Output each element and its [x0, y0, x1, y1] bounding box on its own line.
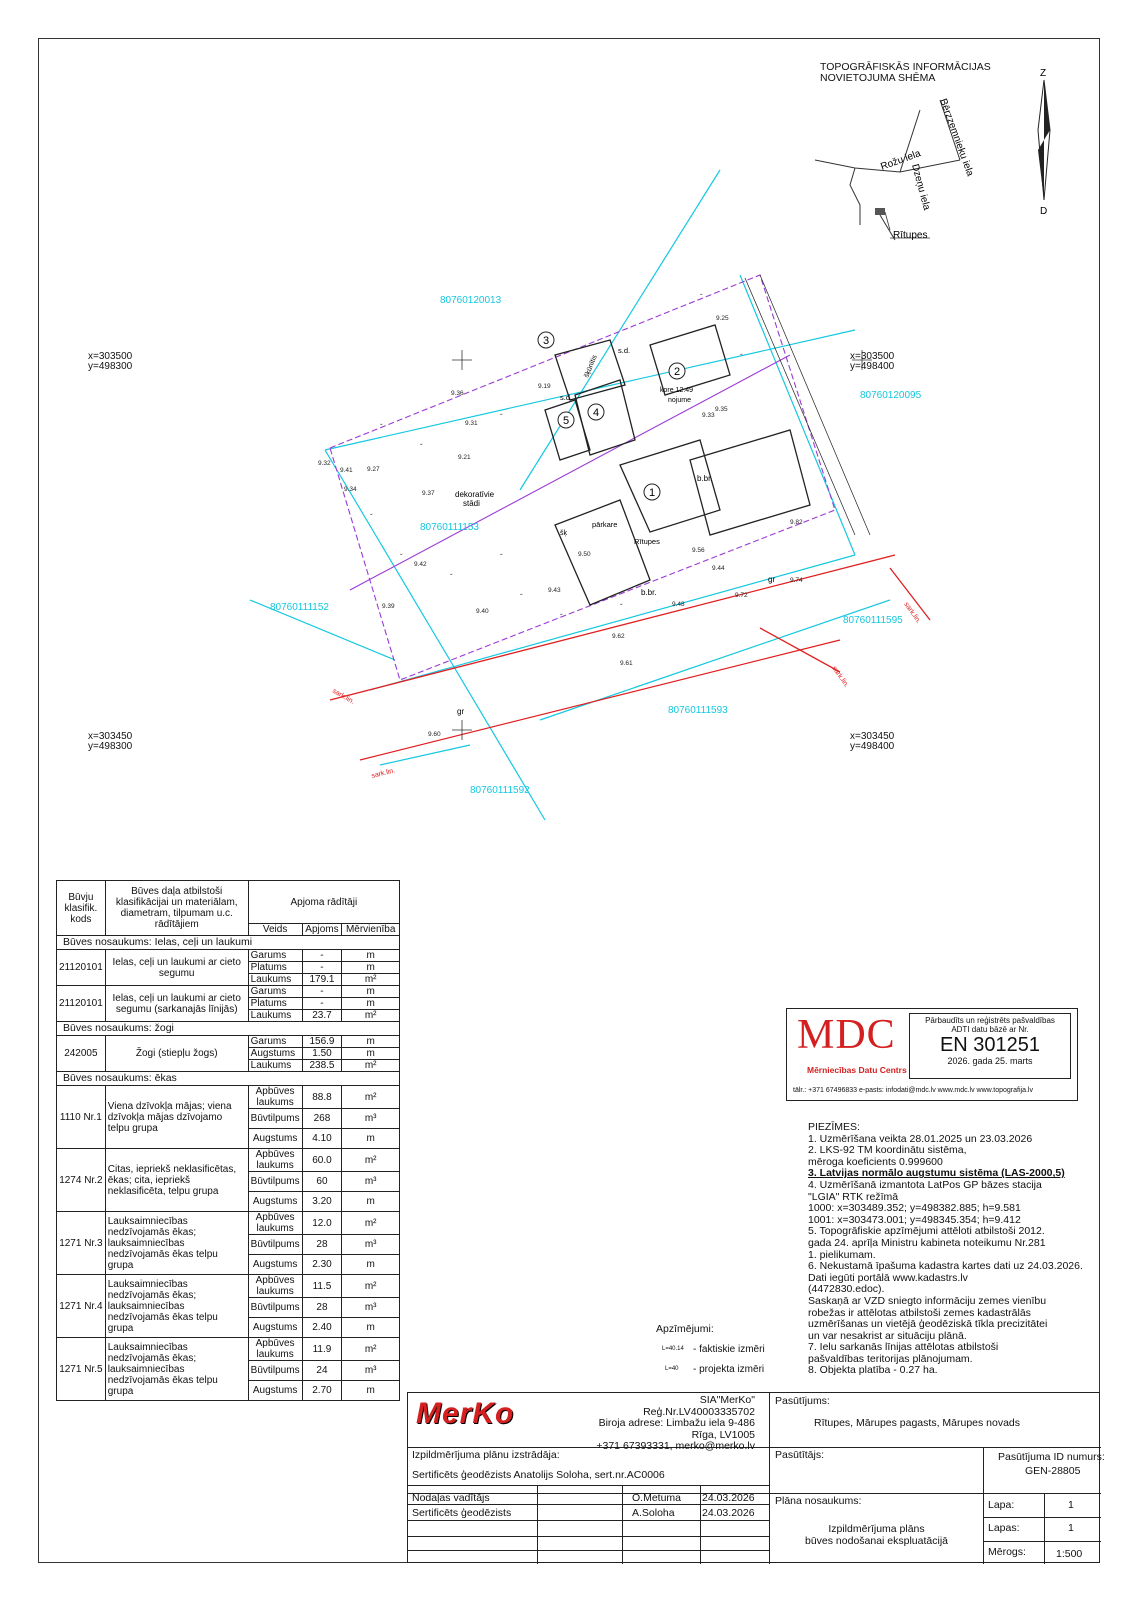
order-id: GEN-28805: [1025, 1465, 1081, 1477]
label-sark-lin-2: sark.lin.: [370, 767, 396, 780]
label-gr-2: gr: [457, 707, 465, 716]
red-lines: [330, 555, 930, 760]
name-cell: Žogi (stiepļu žogs): [105, 1036, 248, 1072]
mdc-stamp: [786, 1008, 1078, 1101]
height-label: 9.72: [735, 592, 748, 599]
street-dzenu: Dzeņu iela: [909, 162, 932, 212]
label-sd: s.d.: [618, 346, 631, 355]
surveyor-date: 24.03.2026: [702, 1507, 755, 1519]
col-kind-header: Veids: [248, 924, 302, 936]
height-label: 9.34: [344, 486, 357, 493]
label-bbr-2: b.br.: [641, 588, 657, 597]
prepared-label: Izpildmērījuma plānu izstrādāja:: [412, 1449, 560, 1461]
svg-text:ˇ: ˇ: [520, 593, 523, 602]
grid-crosses: [452, 350, 872, 740]
height-label: 9.56: [692, 547, 705, 554]
street-rozu: Rožu iela: [879, 148, 923, 173]
label-sd-2: s.d.: [560, 393, 573, 402]
label-ritupes: Rītupes: [634, 537, 660, 546]
svg-text:ˇ: ˇ: [450, 573, 453, 582]
height-label: 9.43: [548, 587, 561, 594]
legend-actual: - faktiskie izmēri: [693, 1344, 765, 1355]
height-label: 9.33: [702, 412, 715, 419]
height-label: 9.31: [465, 420, 478, 427]
site-marker: [875, 208, 885, 215]
label-sark-lin-1: sark.lin.: [331, 687, 356, 706]
surveyor-name: A.Soloha: [632, 1507, 675, 1519]
cadastral-boundaries: [250, 170, 890, 820]
title-block: [407, 1392, 1105, 1563]
building-1: [555, 500, 650, 605]
merko-logo: MerKo: [416, 1397, 515, 1430]
registration-number: EN 301251: [939, 1034, 1041, 1056]
col-part-header: Būves daļa atbilstoši klasifikācijai un materiālam, diametram, tilpumam u.c. rādītājiem: [105, 881, 248, 936]
svg-text:ˇ: ˇ: [700, 293, 703, 302]
order-label: Pasūtījums:: [775, 1395, 830, 1407]
mdc-contacts: tālr.: +371 67496833 e-pasts: infodati@mdc.lv www.mdc.lv www.topografija.lv: [793, 1087, 1033, 1094]
plan-name-label: Plāna nosaukums:: [775, 1495, 862, 1507]
label-decor-2: stādi: [463, 499, 480, 508]
code-cell: 1271 Nr.4: [57, 1275, 106, 1338]
legend-project-sample: L=40: [665, 1366, 679, 1372]
coord-top-left: x=303500 y=498300: [88, 351, 133, 372]
height-label: 9.35: [715, 406, 728, 413]
svg-text:ˇ: ˇ: [400, 553, 403, 562]
building-number-1: 1: [648, 487, 656, 499]
coord-top-right: x=303500 y=498400: [850, 351, 895, 372]
head-name: O.Metuma: [632, 1492, 682, 1504]
col-code-header: Būvju klasifik. kods: [57, 881, 106, 936]
legend-project: - projekta izmēri: [693, 1364, 765, 1375]
svg-text:ˇ: ˇ: [620, 603, 623, 612]
code-cell: 1110 Nr.1: [57, 1086, 106, 1149]
height-label: 9.82: [790, 519, 803, 526]
registration-box: Pārbaudīts un reģistrēts pašvaldības ADTI datu bāzē ar Nr. EN 301251 2026. gada 25. marts: [909, 1013, 1071, 1079]
section-fence: Būves nosaukums: žogi: [57, 1022, 400, 1036]
code-cell: 1271 Nr.3: [57, 1212, 106, 1275]
section-roads: Būves nosaukums: Ielas, ceļi un laukumi: [57, 936, 400, 950]
scheme-title-line1: TOPOGRĀFISKĀS INFORMĀCIJAS: [820, 61, 991, 73]
height-label: 9.25: [716, 315, 729, 322]
code-cell: 242005: [57, 1036, 106, 1072]
code-cell: 1271 Nr.5: [57, 1338, 106, 1401]
name-cell: Ielas, ceļi un laukumi ar cieto segumu: [105, 950, 248, 986]
head-date: 24.03.2026: [702, 1492, 755, 1504]
plan-name: Izpildmērījuma plāns būves nodošanai ekspluatācijā: [804, 1523, 949, 1547]
head-label: Nodaļas vadītājs: [412, 1492, 490, 1504]
building-number-5: 5: [562, 415, 570, 427]
notes-title: PIEZĪMES:: [808, 1121, 860, 1133]
height-label: 9.60: [428, 731, 441, 738]
height-label: 9.39: [382, 603, 395, 610]
label-gr: gr: [768, 575, 776, 584]
height-label: 9.48: [672, 601, 685, 608]
label-kore: kore 12.49: [660, 387, 694, 394]
building-number-4: 4: [592, 407, 600, 419]
code-cell: 21120101: [57, 986, 106, 1022]
fence-line: [330, 275, 835, 680]
height-label: 9.19: [538, 383, 551, 390]
name-cell: Citas, iepriekš neklasificētas, ēkas; cita, iepriekš neklasificēta, telpu grupa: [105, 1149, 248, 1212]
parcel-label: 80760111593: [668, 705, 728, 716]
pages-label: Lapas:: [988, 1522, 1020, 1534]
client-label: Pasūtītājs:: [775, 1449, 825, 1461]
order-id-label: Pasūtījuma ID numurs:: [998, 1451, 1105, 1463]
col-unit-header: Mērvienība: [342, 924, 400, 936]
label-decor: dekoratīvie: [455, 490, 495, 499]
svg-text:ˇ: ˇ: [380, 423, 383, 432]
height-label: 9.27: [367, 466, 380, 473]
section-buildings: Būves nosaukums: ēkas: [57, 1072, 400, 1086]
svg-text:ˇ: ˇ: [740, 353, 743, 362]
height-label: 9.37: [422, 490, 435, 497]
height-label: 9.36: [451, 390, 464, 397]
building-2: [650, 325, 730, 395]
volume-table: Būvju klasifik. kods Būves daļa atbilstoši klasifikācijai un materiālam, diametram, tilpumam u.c. rādītājiem Apjoma rādītāji Veids Apjoms Mērvienība Būves nosaukums: Ielas, ceļi un laukumi 21120101 Ielas, ceļi un laukumi ar cieto segumu Garums - m Platums - m Laukums 179.1 m² 21120101 Ielas, ceļi un laukumi ar cieto segumu (sarkanajās līnijās) Garums - m Platums - m Laukums 23.7 m² Būves nosaukums: žogi 242005 Žogi (stiepļu žogs) Garums 156.9 m Augstums 1.50 m Laukums 238.5 m² Būves nosaukums: ēkas 1110 Nr.1 Viena dzīvokļa mājas; viena dzīvokļa mājas dzīvojamo telpu grupa Apbūves laukums 88.8 m² Būvtilpums 268 m³ Augstums 4.10 m 1274 Nr.2 Citas, iepriekš neklasificētas, ēkas; cita, iepriekš neklasificēta, telpu grupa Apbūves laukums 60.0 m² Būvtilpums 60 m³ Augstums 3.20 m 1271 Nr.3 Lauksaimniecības nedzīvojamās ēkas; lauksaimniecības nedzīvojamās ēkas telpu grupa Apbūves laukums 12.0 m² Būvtilpums 28 m³ Augstums 2.30 m 1271 Nr.4 Lauksaimniecības nedzīvojamās ēkas; lauksaimniecības nedzīvojamās ēkas telpu grupa Apbūves laukums 11.5 m² Būvtilpums 28 m³ Augstums 2.40 m 1271 Nr.5 Lauksaimniecības nedzīvojamās ēkas; lauksaimniecības nedzīvojamās ēkas telpu grupa Apbūves laukums 11.9 m² Būvtilpums 24 m³ Augstums 2.70 m: [56, 880, 400, 1401]
street-berzzemnieku: Bērzzemnieku iela: [937, 97, 976, 178]
svg-text:ˇ: ˇ: [370, 513, 373, 522]
height-label: 9.61: [620, 660, 633, 667]
label-parkare: pārkare: [592, 520, 618, 529]
coord-bottom-left: x=303450 y=498300: [88, 731, 133, 752]
company-info: SIA"MerKo" Reģ.Nr.LV40003335702 Biroja adrese: Limbažu iela 9-486 Rīga, LV1005 +371 67393331, merko@merko.lv: [596, 1394, 755, 1453]
building-number-3: 3: [542, 335, 550, 347]
svg-text:ˇ: ˇ: [500, 413, 503, 422]
parcel-label: 80760111595: [843, 615, 903, 626]
name-cell: Viena dzīvokļa mājas; viena dzīvokļa mājas dzīvojamo telpu grupa: [105, 1086, 248, 1149]
notes: PIEZĪMES: 1. Uzmērīšana veikta 28.01.2025 un 23.03.2026 2. LKS-92 TM koordinātu sistēma, mēroga koeficients 0.999600 3. Latvijas normālo augstumu sistēma (LAS-2000,5) 4. Uzmērīšanā izmantota LatPos GP bāzes stacija "LGIA" RTK režīmā 1000: x=303489.352; y=498382.885; h=9.581 1001: x=303473.001; y=498345.354; h=9.412 5. Topogrāfiskie apzīmējumi attēloti atbilstoši 2012. gada 24. aprīļa Ministru kabineta noteikumu Nr.281 1. pielikumam. 6. Nekustamā īpašuma kadastra kartes dati uz 24.03.2026. Dati iegūti portālā www.kadastrs.lv (4472830.edoc). Saskaņā ar VZD sniegto informāciju zemes vienību robežas ir attēlotas atbilstoši zemes kadastrālās uzmērīšanas un vietējā ģeodēziskā tīkla precizitātei un var nesakrist ar situāciju plānā. 7. Ielu sarkanās līnijas attēlotas atbilstoši pašvaldības teritorijas plānojumam. 8. Objekta platība - 0.27 ha.: [808, 1121, 1083, 1377]
legend-actual-sample: L=40.14: [662, 1346, 684, 1352]
mdc-logo: MDC: [797, 1012, 896, 1058]
height-label: 9.32: [318, 460, 331, 467]
coord-bottom-right: x=303450 y=498400: [850, 731, 895, 752]
registration-date: 2026. gada 25. marts: [947, 1056, 1033, 1066]
code-cell: 1274 Nr.2: [57, 1149, 106, 1212]
scheme-title-line2: NOVIETOJUMA SHĒMA: [820, 72, 936, 84]
height-label: 9.21: [458, 454, 471, 461]
height-label: 9.42: [414, 561, 427, 568]
height-label: 9.40: [476, 608, 489, 615]
col-amount-header: Apjoms: [302, 924, 342, 936]
label-sark-lin-4: sark.lin.: [830, 665, 850, 689]
label-skurnis: šķūnītis: [583, 354, 599, 379]
svg-text:ˇ: ˇ: [420, 443, 423, 452]
name-cell: Lauksaimniecības nedzīvojamās ēkas; lauksaimniecības nedzīvojamās ēkas telpu grupa: [105, 1338, 248, 1401]
place-ritupes: Rītupes: [893, 230, 928, 241]
height-label: 9.41: [340, 467, 353, 474]
height-label: 9.62: [612, 633, 625, 640]
south-label: D: [1040, 206, 1048, 217]
scheme-title: [820, 62, 991, 84]
label-parcel-main: 80760111153: [420, 522, 479, 533]
building-number-2: 2: [673, 366, 681, 378]
code-cell: 21120101: [57, 950, 106, 986]
height-label: 9.44: [712, 565, 725, 572]
scale-label: Mērogs:: [988, 1546, 1026, 1558]
parcel-label: 80760120095: [860, 390, 922, 401]
pages-value: 1: [1068, 1522, 1074, 1534]
name-cell: Lauksaimniecības nedzīvojamās ēkas; lauksaimniecības nedzīvojamās ēkas telpu grupa: [105, 1275, 248, 1338]
parcel-label: 80760120013: [440, 295, 502, 306]
north-label: Z: [1040, 68, 1047, 79]
parcel-label: 80760111592: [470, 785, 530, 796]
mdc-logo-sub: Mērniecības Datu Centrs: [807, 1065, 907, 1075]
label-sark-lin-3: sark.lin.: [902, 601, 922, 625]
svg-text:ˇ: ˇ: [500, 553, 503, 562]
scale-value: 1:500: [1056, 1548, 1083, 1560]
name-cell: Lauksaimniecības nedzīvojamās ēkas; lauksaimniecības nedzīvojamās ēkas telpu grupa: [105, 1212, 248, 1275]
svg-text:ˇ: ˇ: [560, 613, 563, 622]
page-label: Lapa:: [988, 1499, 1015, 1511]
label-nojume: nojume: [668, 397, 691, 404]
north-arrow-icon: [1038, 80, 1050, 200]
height-label: 9.74: [790, 577, 803, 584]
col-indicators-header: Apjoma rādītāji: [248, 881, 399, 924]
prepared-value: Sertificēts ģeodēzists Anatolijs Soloha, sert.nr.AC0006: [412, 1469, 665, 1481]
parcel-label: 80760111152: [270, 602, 329, 613]
height-label: 9.50: [578, 551, 591, 558]
name-cell: Ielas, ceļi un laukumi ar cieto segumu (sarkanajās līnijās): [105, 986, 248, 1022]
label-bbr: b.br.: [697, 474, 713, 483]
surveyor-label: Sertificēts ģeodēzists: [412, 1507, 512, 1519]
legend-title: Apzīmējumi:: [656, 1323, 714, 1335]
order-value: Rītupes, Mārupes pagasts, Mārupes novads: [814, 1417, 1021, 1429]
label-sk: šķ: [560, 530, 567, 537]
page-value: 1: [1068, 1499, 1074, 1511]
